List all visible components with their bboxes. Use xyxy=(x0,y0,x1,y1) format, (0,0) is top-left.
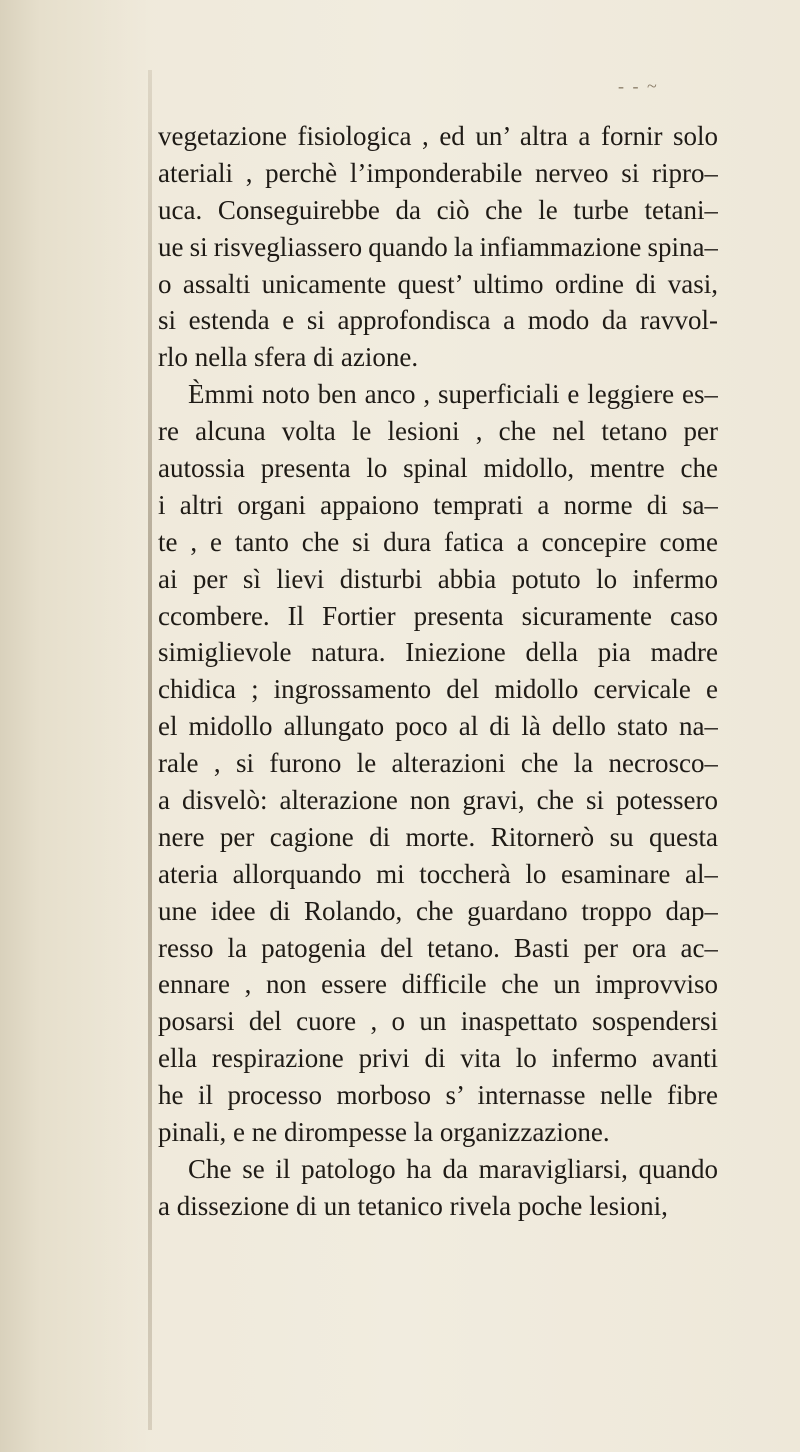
page-corner-mark: - - ~ xyxy=(618,76,659,96)
text-line: Èmmi noto ben anco , superficiali e leggiere es– xyxy=(188,379,718,410)
text-line: Che se il patologo ha da maravigliarsi, quando xyxy=(188,1153,718,1184)
text-line: si estenda e si approfondisca a modo da ravvol- xyxy=(158,305,718,336)
text-line: a dissezione di un tetanico rivela poche lesioni, xyxy=(158,1190,668,1221)
text-line: rale , si furono le alterazioni che la necrosco– xyxy=(158,748,718,779)
text-line: nere per cagione di morte. Ritornerò su questa xyxy=(158,821,718,852)
page-gutter-shadow xyxy=(0,0,150,1452)
text-line: pinali, e ne dirompesse la organizzazione. xyxy=(158,1117,610,1148)
text-line: posarsi del cuore , o un inaspettato sospendersi xyxy=(158,1006,718,1037)
text-line: te , e tanto che si dura fatica a concepire come xyxy=(158,526,718,557)
text-line: autossia presenta lo spinal midollo, mentre che xyxy=(158,453,718,484)
text-line: re alcuna volta le lesioni , che nel tetano per xyxy=(158,416,718,447)
text-body xyxy=(158,118,718,1225)
text-line: ateria allorquando mi toccherà lo esaminare al– xyxy=(158,858,718,889)
text-line: vegetazione fisiologica , ed un’ altra a fornir solo xyxy=(158,121,718,151)
text-line: rlo nella sfera di azione. xyxy=(158,342,419,373)
text-line: ella respirazione privi di vita lo infermo avanti xyxy=(158,1043,718,1074)
text-line: une idee di Rolando, che guardano troppo dap– xyxy=(158,895,718,926)
text-line: chidica ; ingrossamento del midollo cervicale e xyxy=(158,674,718,705)
text-line: uca. Conseguirebbe da ciò che le turbe tetani– xyxy=(158,194,718,225)
text-line: simiglievole natura. Iniezione della pia madre xyxy=(158,637,718,668)
text-line: el midollo allungato poco al di là dello stato na– xyxy=(158,711,718,742)
binding-edge xyxy=(148,70,152,1430)
text-line: ateriali , perchè l’imponderabile nerveo si ripro– xyxy=(158,157,718,188)
text-line: ccombere. Il Fortier presenta sicuramente caso xyxy=(158,600,718,631)
text-line: ue si risvegliassero quando la infiammazione spina– xyxy=(158,231,718,262)
text-line: ennare , non essere difficile che un improvviso xyxy=(158,969,718,1000)
text-line: o assalti unicamente quest’ ultimo ordine di vasi, xyxy=(158,268,718,299)
text-line: he il processo morboso s’ internasse nelle fibre xyxy=(158,1080,718,1111)
text-line: resso la patogenia del tetano. Basti per ora ac– xyxy=(158,932,718,963)
text-line: ai per sì lievi disturbi abbia potuto lo infermo xyxy=(158,563,718,594)
text-line: i altri organi appaiono temprati a norme di sa– xyxy=(158,489,718,520)
text-line: a disvelò: alterazione non gravi, che si potessero xyxy=(158,785,718,816)
